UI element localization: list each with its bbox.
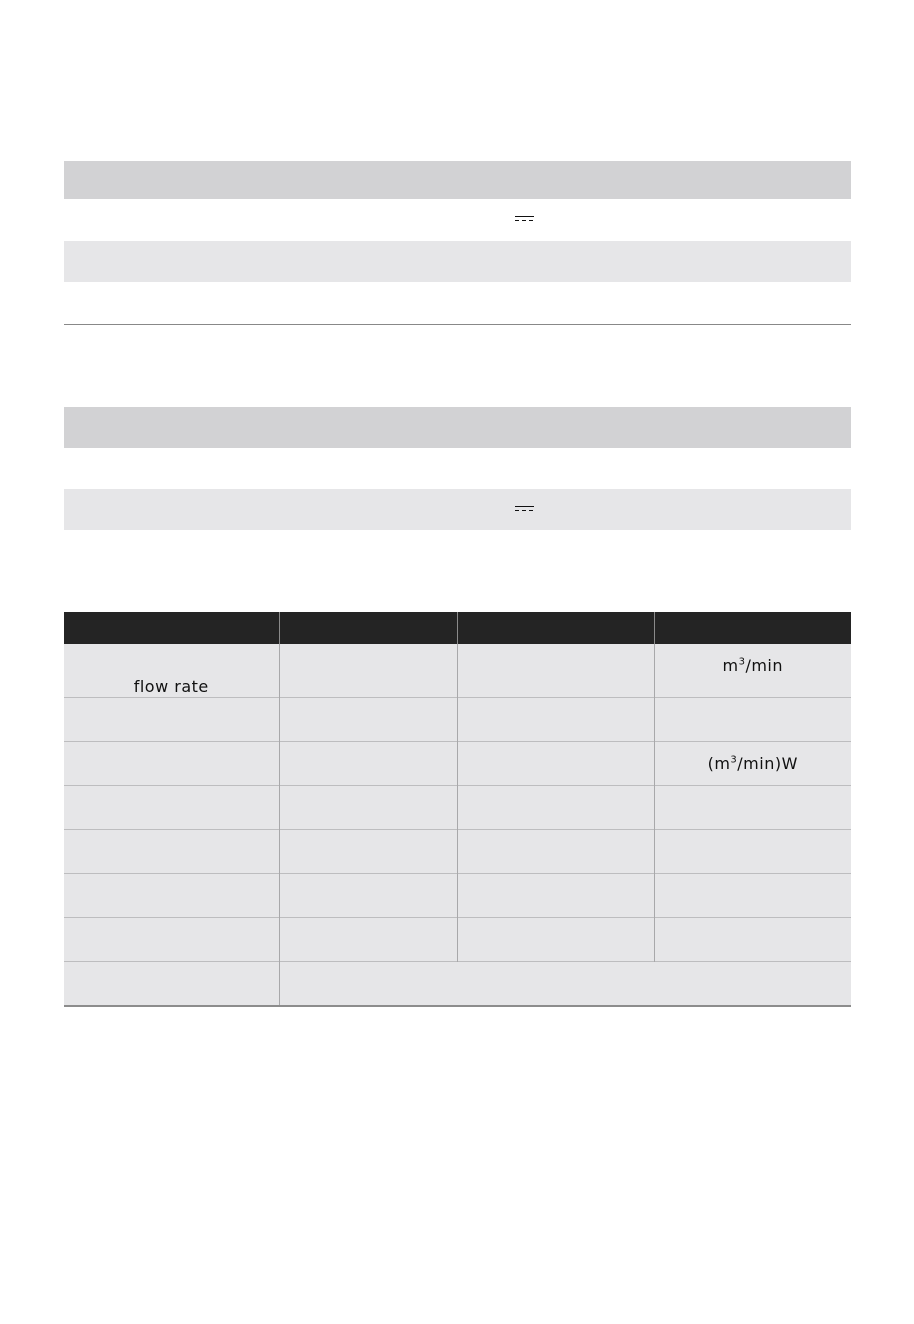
table-row xyxy=(64,962,851,1007)
header-cell-2 xyxy=(279,612,457,644)
table-cell xyxy=(279,742,457,786)
table-cell xyxy=(64,786,279,830)
table-cell xyxy=(457,874,654,918)
spec-table xyxy=(64,612,851,1007)
table-cell xyxy=(654,918,851,962)
table-cell xyxy=(279,830,457,874)
dc-current-icon xyxy=(515,506,534,513)
table-row xyxy=(64,918,851,962)
table-cell xyxy=(279,644,457,698)
table-cell xyxy=(64,742,279,786)
table-cell xyxy=(279,918,457,962)
flow-rate-unit: $m^3/\min$ xyxy=(654,644,851,698)
table-cell xyxy=(64,962,279,1007)
table-2-header xyxy=(64,407,851,448)
table-cell xyxy=(457,786,654,830)
table-cell xyxy=(457,742,654,786)
table-2-row-1 xyxy=(64,448,851,489)
table-1-row-2 xyxy=(64,241,851,282)
table-cell xyxy=(457,644,654,698)
table-row xyxy=(64,644,851,698)
table-cell xyxy=(64,698,279,742)
table-cell xyxy=(457,918,654,962)
table-cell xyxy=(64,918,279,962)
header-cell-1 xyxy=(64,612,279,644)
spec-table-header xyxy=(64,612,851,644)
table-row xyxy=(64,698,851,742)
table-1-row-3 xyxy=(64,282,851,325)
table-1-row-1 xyxy=(64,199,851,241)
table-cell xyxy=(64,830,279,874)
table-2 xyxy=(64,407,851,530)
table-2-row-2 xyxy=(64,489,851,530)
table-cell xyxy=(654,786,851,830)
table-cell xyxy=(457,830,654,874)
table-row xyxy=(64,786,851,830)
table-cell-merged xyxy=(279,962,851,1007)
table-cell xyxy=(654,830,851,874)
efficiency-unit: $(m^3/\min)W$ xyxy=(654,742,851,786)
header-cell-4 xyxy=(654,612,851,644)
table-cell xyxy=(457,698,654,742)
header-cell-3 xyxy=(457,612,654,644)
table-cell xyxy=(654,698,851,742)
table-cell xyxy=(654,874,851,918)
table-1 xyxy=(64,161,851,325)
table-cell xyxy=(279,698,457,742)
dc-current-icon xyxy=(515,216,534,223)
table-cell xyxy=(279,786,457,830)
table-cell xyxy=(64,874,279,918)
table-1-header xyxy=(64,161,851,199)
flow-rate-label: flow rate xyxy=(64,644,279,698)
table-row xyxy=(64,830,851,874)
table-row xyxy=(64,742,851,786)
table-row xyxy=(64,874,851,918)
table-cell xyxy=(279,874,457,918)
